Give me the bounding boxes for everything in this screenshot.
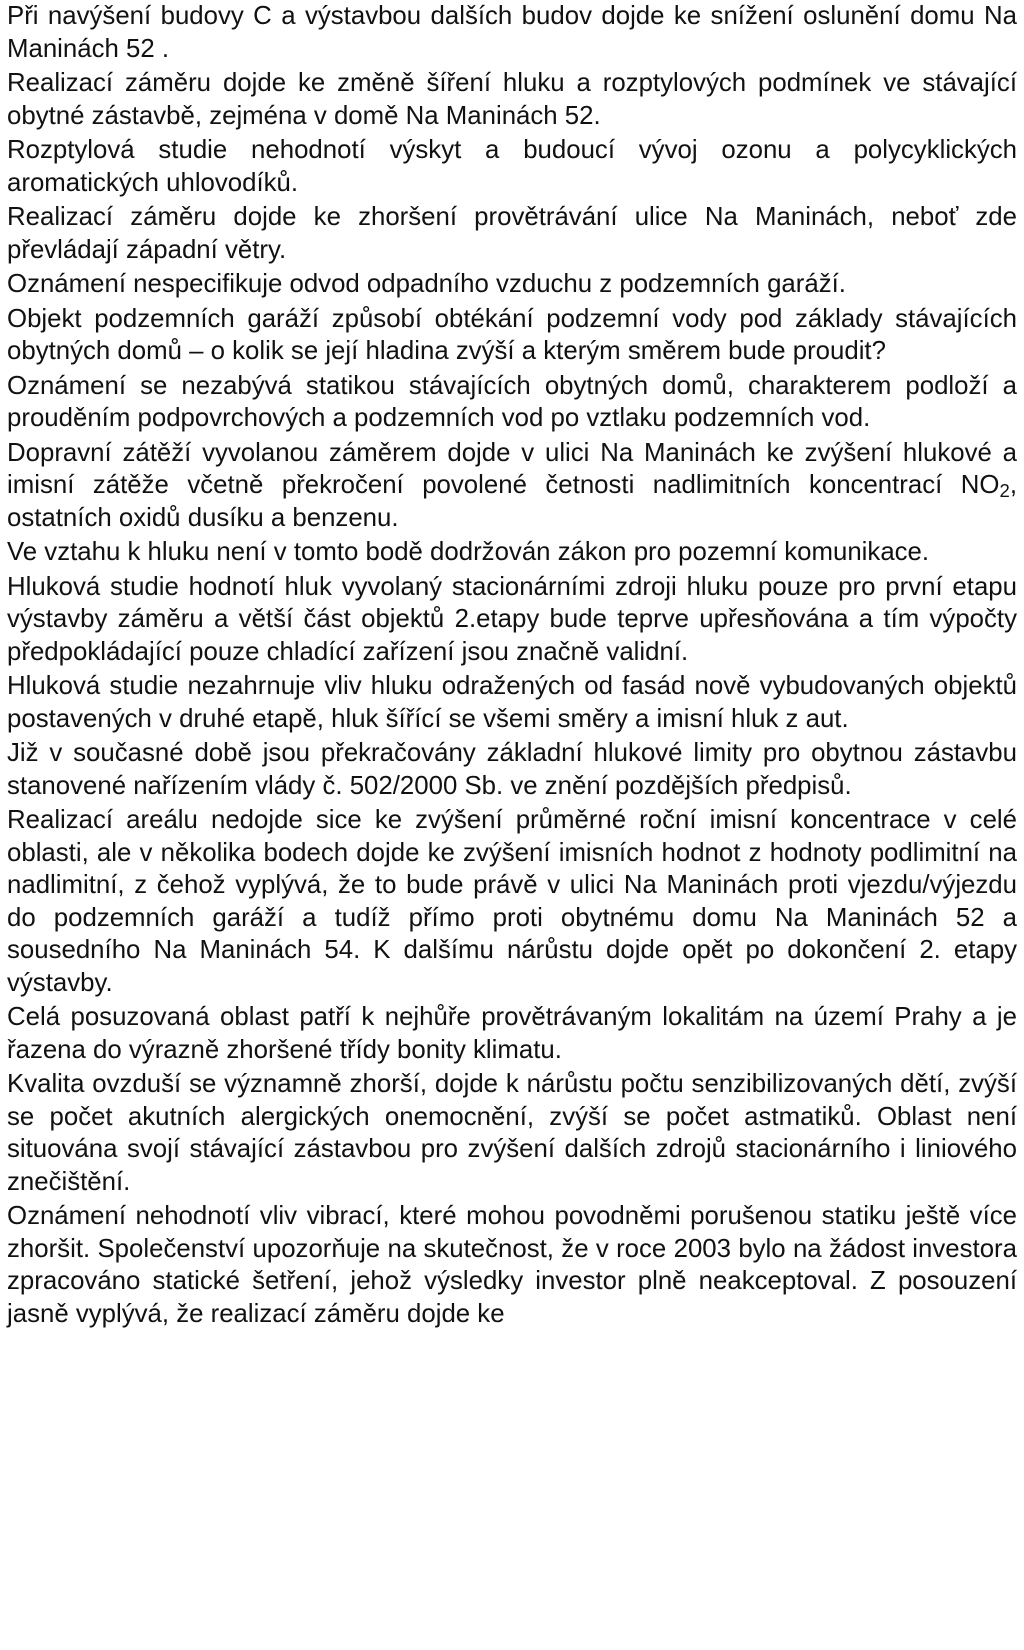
paragraph-noise-limits: Již v současné době jsou překračovány základní hlukové limity pro obytnou zástavbu stanovené nařízením vlády č. 502/2000 Sb. ve znění pozdějších předpisů. [7,739,1017,800]
paragraph-climate-class: Celá posuzovaná oblast patří k nejhůře provětrávaným lokalitám na území Prahy a je řazena do výrazně zhoršené třídy bonity klimatu. [7,1003,1017,1064]
no2-subscript: 2 [999,480,1010,502]
paragraph-traffic-load-text-before: Dopravní zátěží vyvolanou záměrem dojde v ulici Na Maninách ke zvýšení hlukové a imisní zátěže včetně překročení povolené četnosti nadlimitních koncentrací NO [7,438,1017,499]
paragraph-road-law: Ve vztahu k hluku není v tomto bodě dodržován zákon pro pozemní komunikace. [7,538,930,566]
paragraph-garage-exhaust: Oznámení nespecifikuje odvod odpadního vzduchu z podzemních garáží. [7,270,846,298]
paragraph-traffic-load-text-after: , ostatních oxidů dusíku a benzenu. [7,471,1017,532]
paragraph-imission-concentration: Realizací areálu nedojde sice ke zvýšení průměrné roční imisní koncentrace v celé oblasti, ale v několika bodech dojde ke zvýšení imisních hodnot z hodnoty podlimitní na nadlimitní, z čehož vyplývá, že to bude právě v ulici Na Maninách proti vjezdu/výjezdu do podzemních garáží a tudíž přímo proti obytnému domu Na Maninách 52 a sousedního Na Maninách 54. K dalšímu nárůstu dojde opět po dokončení 2. etapy výstavby. [7,806,1017,997]
paragraph-traffic-load [7,437,1017,535]
paragraph-reflected-noise: Hluková studie nezahrnuje vliv hluku odražených od fasád nově vybudovaných objektů postavených v druhé etapě, hluk šířící se všemi směry a imisní hluk z aut. [7,672,1017,733]
paragraph-noise-study-stationary: Hluková studie hodnotí hluk vyvolaný stacionárními zdroji hluku pouze pro první etapu výstavby záměru a větší část objektů 2.etapy bude teprve upřesňována a tím výpočty předpokládající pouze chladící zařízení jsou značně validní. [7,572,1017,666]
paragraph-noise-dispersion: Realizací záměru dojde ke změně šíření hluku a rozptylových podmínek ve stávající obytné zástavbě, zejména v domě Na Maninách 52. [7,69,1017,130]
paragraph-statics: Oznámení se nezabývá statikou stávajících obytných domů, charakterem podloží a prouděním podpovrchových a podzemních vod po vztlaku podzemních vod. [7,371,1017,432]
paragraph-sunlight: Při navýšení budovy C a výstavbou dalších budov dojde ke snížení oslunění domu Na Maninách 52 . [7,2,1017,63]
paragraph-ozone-study: Rozptylová studie nehodnotí výskyt a budoucí vývoj ozonu a polycyklických aromatických uhlovodíků. [7,136,1017,197]
paragraph-air-quality: Kvalita ovzduší se významně zhorší, dojde k nárůstu počtu senzibilizovaných dětí, zvýší se počet akutních alergických onemocnění, zvýší se počet astmatiků. Oblast není situována svojí stávající zástavbou pro zvýšení dalších zdrojů stacionárního i liniového znečištění. [7,1070,1017,1196]
document-page [7,0,1017,1650]
paragraph-ventilation: Realizací záměru dojde ke zhoršení provětrávání ulice Na Maninách, neboť zde převládají západní větry. [7,203,1017,264]
paragraph-groundwater: Objekt podzemních garáží způsobí obtékání podzemní vody pod základy stávajících obytných domů – o kolik se její hladina zvýší a kterým směrem bude proudit? [7,304,1017,365]
paragraph-vibrations: Oznámení nehodnotí vliv vibrací, které mohou povodněmi porušenou statiku ještě více zhoršit. Společenství upozorňuje na skutečnost, že v roce 2003 bylo na žádost investora zpracováno statické šetření, jehož výsledky investor plně neakceptoval. Z posouzení jasně vyplývá, že realizací záměru dojde ke [7,1202,1017,1328]
